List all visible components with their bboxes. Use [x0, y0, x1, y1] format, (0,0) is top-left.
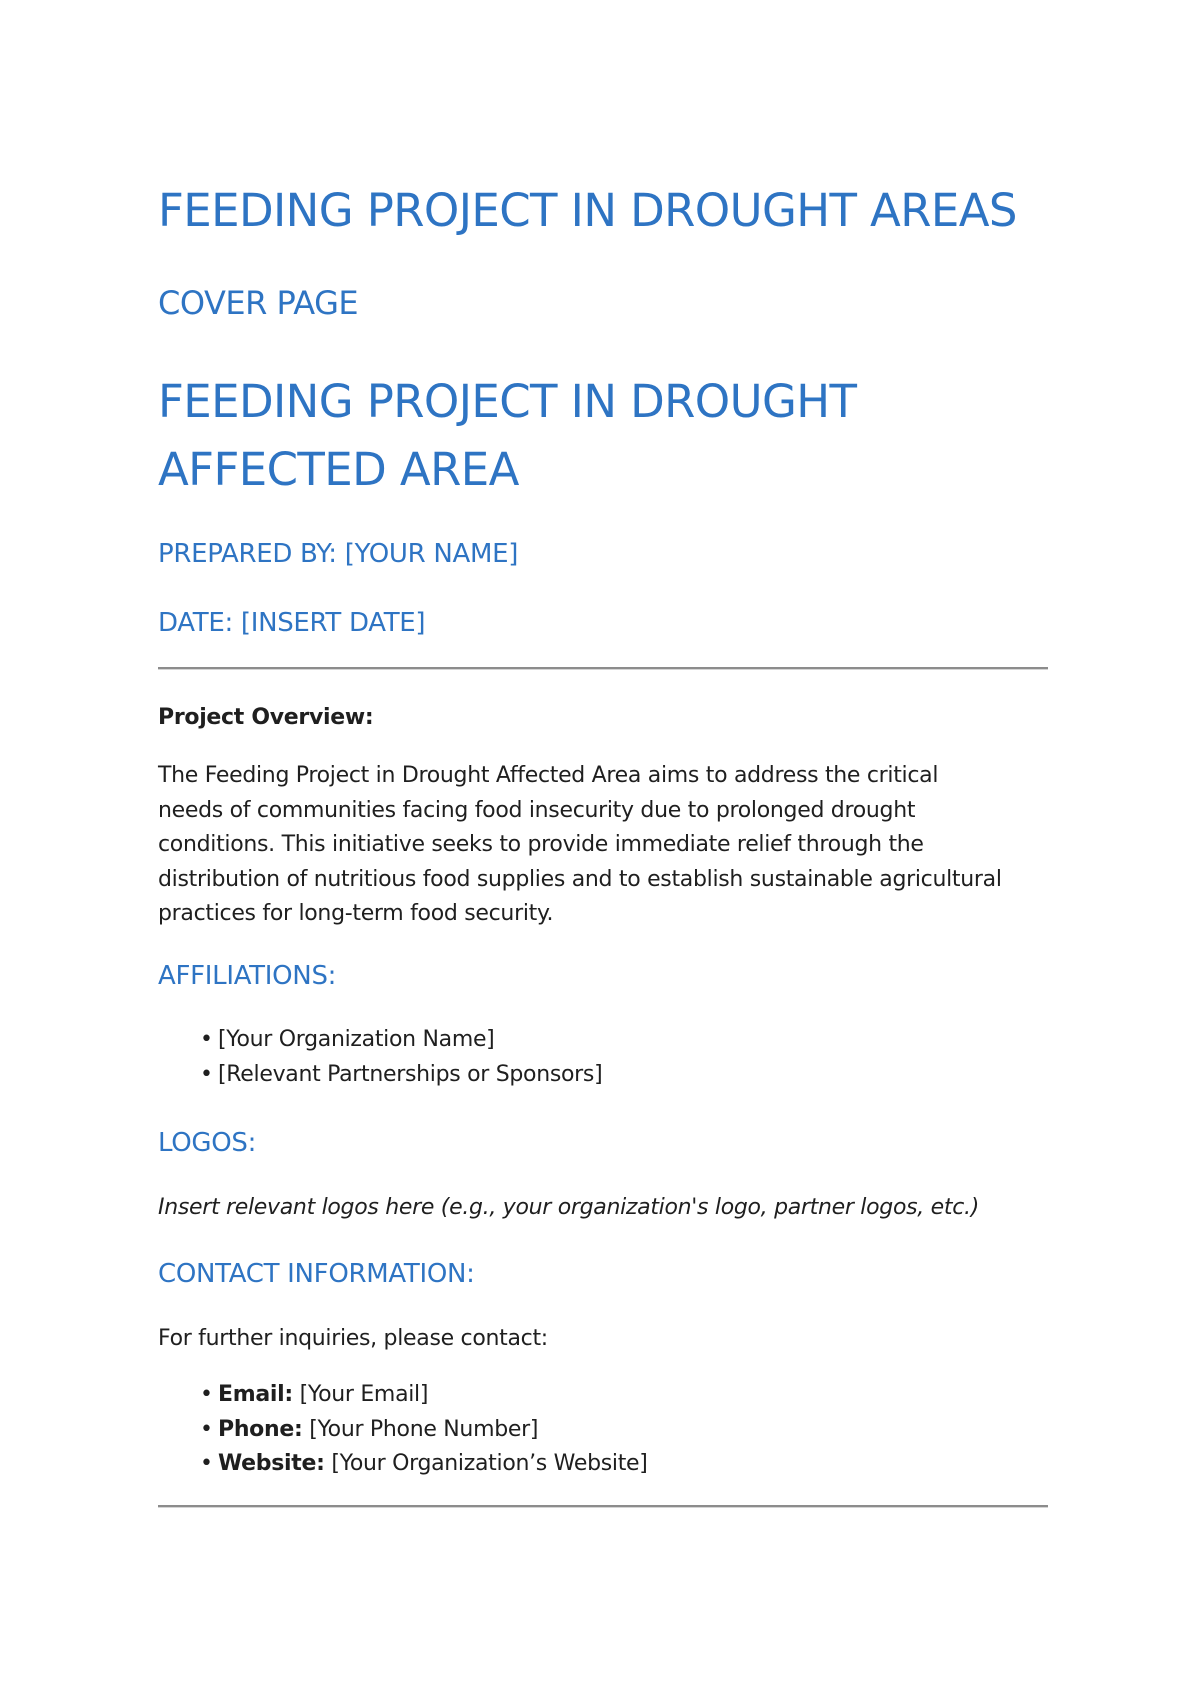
- contact-list: [200, 1378, 648, 1482]
- project-title: FEEDING PROJECT IN DROUGHT AFFECTED AREA: [158, 375, 857, 496]
- document-date: DATE: [INSERT DATE]: [158, 608, 426, 638]
- contact-label: Phone:: [218, 1416, 303, 1442]
- contact-intro: For further inquiries, please contact:: [158, 1326, 548, 1351]
- contact-website-item: [200, 1447, 648, 1482]
- contact-value: [Your Phone Number]: [309, 1416, 539, 1442]
- list-item: [200, 1023, 602, 1058]
- bullet-icon: •: [200, 1451, 213, 1476]
- contact-value: [Your Organization’s Website]: [331, 1451, 648, 1476]
- document-title: FEEDING PROJECT IN DROUGHT AREAS: [158, 184, 1017, 237]
- overview-label: Project Overview:: [158, 705, 374, 730]
- contact-label: Website:: [218, 1451, 325, 1476]
- contact-email-item: [200, 1378, 648, 1413]
- cover-page-subtitle: COVER PAGE: [158, 284, 359, 322]
- affiliation-text: [Relevant Partnerships or Sponsors]: [218, 1061, 603, 1087]
- horizontal-rule-top: [158, 667, 1048, 670]
- horizontal-rule-bottom: [158, 1505, 1048, 1508]
- overview-text: The Feeding Project in Drought Affected Area aims to address the critical needs of communities facing food insecurity due to prolonged drought conditions. This initiative seeks to provide immediate relief through the distribution of nutritious food supplies and to establish sustainable agricultural practices for long-term food security.: [158, 763, 1002, 926]
- contact-value: [Your Email]: [299, 1382, 429, 1407]
- bullet-icon: •: [200, 1416, 213, 1442]
- contact-heading: CONTACT INFORMATION:: [158, 1259, 475, 1289]
- bullet-icon: •: [200, 1382, 213, 1407]
- logos-placeholder-text: Insert relevant logos here (e.g., your organization's logo, partner logos, etc.): [158, 1195, 979, 1220]
- contact-phone-item: [200, 1413, 648, 1448]
- list-item: [200, 1058, 602, 1093]
- affiliations-heading: AFFILIATIONS:: [158, 961, 337, 991]
- prepared-by: PREPARED BY: [YOUR NAME]: [158, 539, 519, 569]
- bullet-icon: •: [200, 1061, 213, 1087]
- affiliation-text: [Your Organization Name]: [218, 1027, 495, 1052]
- affiliations-list: [200, 1023, 602, 1092]
- logos-heading: LOGOS:: [158, 1128, 257, 1158]
- bullet-icon: •: [200, 1027, 213, 1052]
- contact-label: Email:: [218, 1382, 293, 1407]
